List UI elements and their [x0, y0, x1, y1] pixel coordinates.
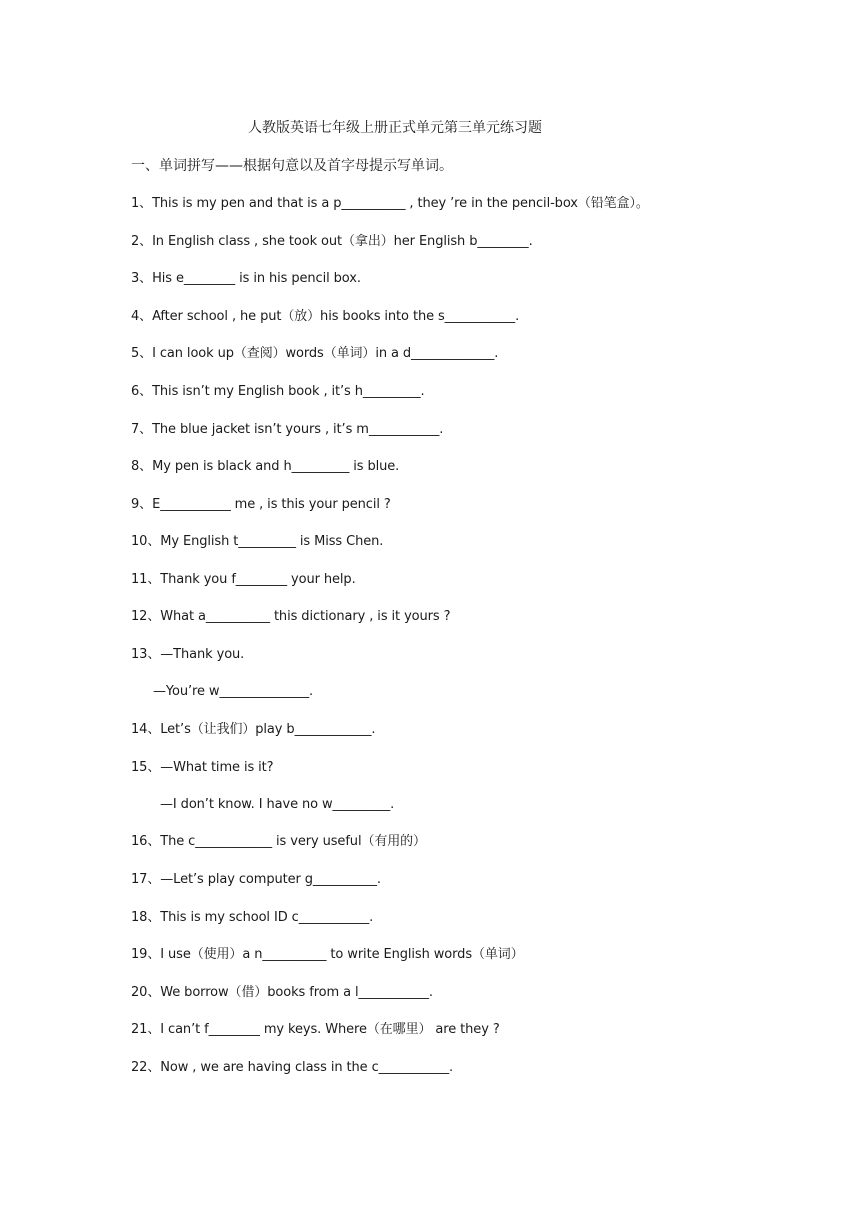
question-item: [131, 832, 426, 852]
question-text: —Thank you.: [160, 647, 245, 662]
question-text: My English t_________ is Miss Chen.: [160, 534, 384, 549]
section-heading: 一、单词拼写——根据句意以及首字母提示写单词。: [131, 158, 453, 174]
question-number: 3、: [131, 271, 153, 286]
question-item: [131, 945, 524, 965]
question-number: 22、: [131, 1060, 161, 1075]
question-item: [131, 1058, 453, 1078]
question-text: In English class , she took out（拿出）her English b________.: [152, 234, 533, 249]
question-number: 11、: [131, 572, 161, 587]
question-item: [131, 908, 373, 928]
question-text: —You’re w______________.: [153, 684, 314, 699]
question-item: [131, 532, 383, 552]
question-number: 12、: [131, 609, 161, 624]
question-text: —Let’s play computer g__________.: [160, 872, 381, 887]
question-item: [131, 870, 381, 890]
question-text: Thank you f________ your help.: [160, 572, 356, 587]
question-number: 1、: [131, 196, 153, 211]
question-text: —I don’t know. I have no w_________.: [160, 797, 395, 812]
question-item: [131, 232, 533, 252]
question-text: The c____________ is very useful（有用的）: [160, 834, 426, 849]
question-number: 15、: [131, 760, 161, 775]
question-number: 9、: [131, 497, 153, 512]
question-item: [131, 344, 498, 364]
question-item: [131, 720, 375, 740]
question-text: What a__________ this dictionary , is it yours ?: [160, 609, 451, 624]
question-text: I use（使用）a n__________ to write English words（单词）: [160, 947, 524, 962]
question-answer-line: [153, 682, 313, 702]
question-text: I can look up（查阅）words（单词）in a d_____________.: [152, 346, 499, 361]
question-item: [131, 1020, 500, 1040]
question-text: Now , we are having class in the c___________.: [160, 1060, 454, 1075]
question-number: 6、: [131, 384, 153, 399]
question-item: [131, 607, 450, 627]
question-item: [131, 382, 425, 402]
question-text: E___________ me , is this your pencil ?: [152, 497, 391, 512]
question-answer-line: [160, 795, 394, 815]
question-number: 2、: [131, 234, 153, 249]
question-number: 16、: [131, 834, 161, 849]
question-item: [131, 495, 391, 515]
question-number: 7、: [131, 422, 153, 437]
question-number: 17、: [131, 872, 161, 887]
question-text: This is my school ID c___________.: [160, 910, 374, 925]
question-number: 20、: [131, 985, 161, 1000]
question-item: [131, 983, 433, 1003]
question-text: This isn’t my English book , it’s h_________.: [152, 384, 425, 399]
question-number: 21、: [131, 1022, 161, 1037]
question-item: [131, 194, 649, 214]
question-item: [131, 420, 443, 440]
question-text: We borrow（借）books from a l___________.: [160, 985, 433, 1000]
question-item: [131, 570, 356, 590]
question-item: [131, 269, 361, 289]
question-item: [131, 457, 399, 477]
question-number: 5、: [131, 346, 153, 361]
question-text: My pen is black and h_________ is blue.: [152, 459, 400, 474]
question-text: This is my pen and that is a p__________ , they ’re in the pencil-box（铅笔盒）。: [152, 196, 649, 211]
document-title: 人教版英语七年级上册正式单元第三单元练习题: [248, 120, 542, 136]
question-text: Let’s（让我们）play b____________.: [160, 722, 376, 737]
question-number: 8、: [131, 459, 153, 474]
question-number: 13、: [131, 647, 161, 662]
question-number: 19、: [131, 947, 161, 962]
question-text: After school , he put（放）his books into the s___________.: [152, 309, 520, 324]
question-number: 14、: [131, 722, 161, 737]
question-text: —What time is it?: [160, 760, 274, 775]
question-text: I can’t f________ my keys. Where（在哪里） are they ?: [160, 1022, 500, 1037]
question-item: [131, 758, 273, 778]
question-item: [131, 307, 519, 327]
question-number: 18、: [131, 910, 161, 925]
question-number: 10、: [131, 534, 161, 549]
question-text: The blue jacket isn’t yours , it’s m___________.: [152, 422, 444, 437]
question-item: [131, 645, 244, 665]
question-number: 4、: [131, 309, 153, 324]
question-text: His e________ is in his pencil box.: [152, 271, 361, 286]
